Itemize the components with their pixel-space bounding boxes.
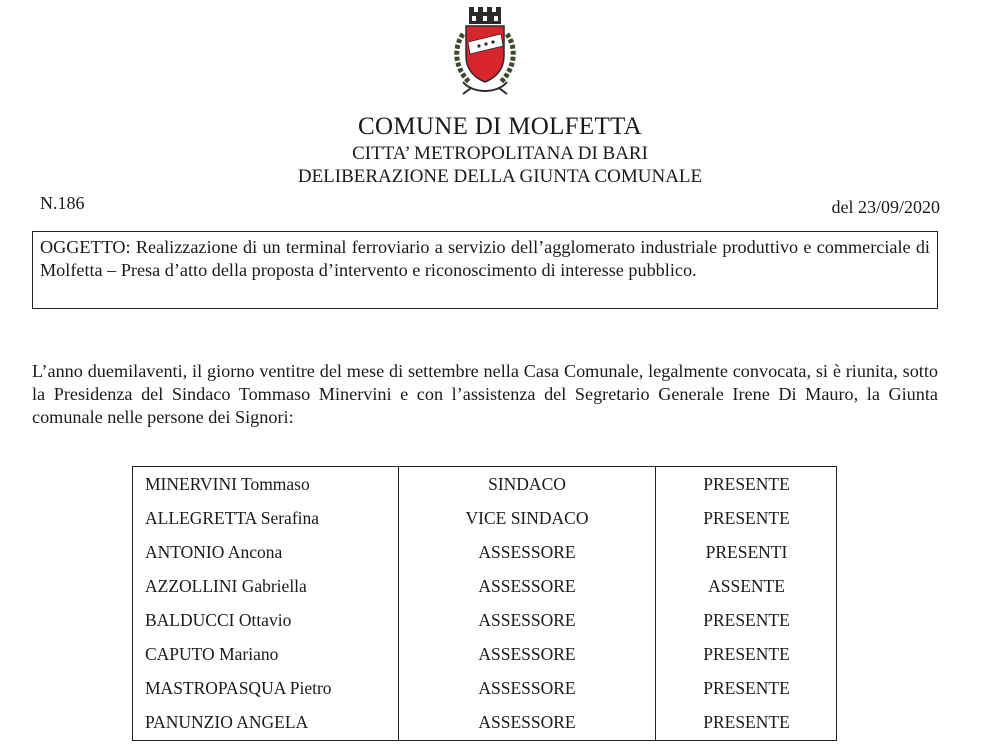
subject-box: OGGETTO: Realizzazione di un terminal ferroviario a servizio dell’agglomerato industriale produttivo e commerciale di Molfetta – Presa d’atto della proposta d’intervento e riconoscimento di interesse pubblico. <box>32 231 938 309</box>
member-name: MINERVINI Tommaso <box>145 474 310 494</box>
member-presence: PRESENTE <box>703 610 790 630</box>
member-name: MASTROPASQUA Pietro <box>145 678 332 698</box>
member-name: ANTONIO Ancona <box>145 542 283 562</box>
member-role: VICE SINDACO <box>465 508 589 528</box>
member-role: ASSESSORE <box>478 576 576 596</box>
metropolitan-city: CITTA’ METROPOLITANA DI BARI <box>352 143 648 164</box>
member-role: ASSESSORE <box>478 678 576 698</box>
member-presence: PRESENTI <box>705 542 788 562</box>
member-presence: PRESENTE <box>703 678 790 698</box>
table-row <box>133 671 836 705</box>
document-type: DELIBERAZIONE DELLA GIUNTA COMUNALE <box>297 166 703 187</box>
member-name: CAPUTO Mariano <box>145 644 279 664</box>
document-header <box>0 112 1000 188</box>
table-row <box>133 467 836 501</box>
member-presence: PRESENTE <box>703 712 790 732</box>
table-row <box>133 501 836 535</box>
deliberation-number: N.186 <box>40 193 85 213</box>
table-row <box>133 535 836 569</box>
member-role: ASSESSORE <box>478 542 576 562</box>
member-name: PANUNZIO ANGELA <box>145 712 309 732</box>
member-name: BALDUCCI Ottavio <box>145 610 292 630</box>
deliberation-date: del 23/09/2020 <box>831 197 940 217</box>
intro-paragraph: L’anno duemilaventi, il giorno ventitre del mese di settembre nella Casa Comunale, legalmente convocata, si è riunita, sotto la Presidenza del Sindaco Tommaso Minervini e con l’assistenza del Segretario Generale Irene Di Mauro, la Giunta comunale nelle persone dei Signori: <box>32 361 938 427</box>
member-name: AZZOLLINI Gabriella <box>145 576 307 596</box>
table-row <box>133 705 836 739</box>
member-presence: ASSENTE <box>708 576 785 596</box>
member-role: ASSESSORE <box>478 712 576 732</box>
table-row <box>133 569 836 603</box>
table-row <box>133 603 836 637</box>
members-table <box>132 466 837 741</box>
municipality-title: COMUNE DI MOLFETTA <box>358 113 642 140</box>
member-role: SINDACO <box>488 474 566 494</box>
coat-of-arms-icon <box>449 4 521 96</box>
member-role: ASSESSORE <box>478 610 576 630</box>
member-presence: PRESENTE <box>703 508 790 528</box>
member-name: ALLEGRETTA Serafina <box>145 508 320 528</box>
member-role: ASSESSORE <box>478 644 576 664</box>
table-row <box>133 637 836 671</box>
member-presence: PRESENTE <box>703 474 790 494</box>
member-presence: PRESENTE <box>703 644 790 664</box>
